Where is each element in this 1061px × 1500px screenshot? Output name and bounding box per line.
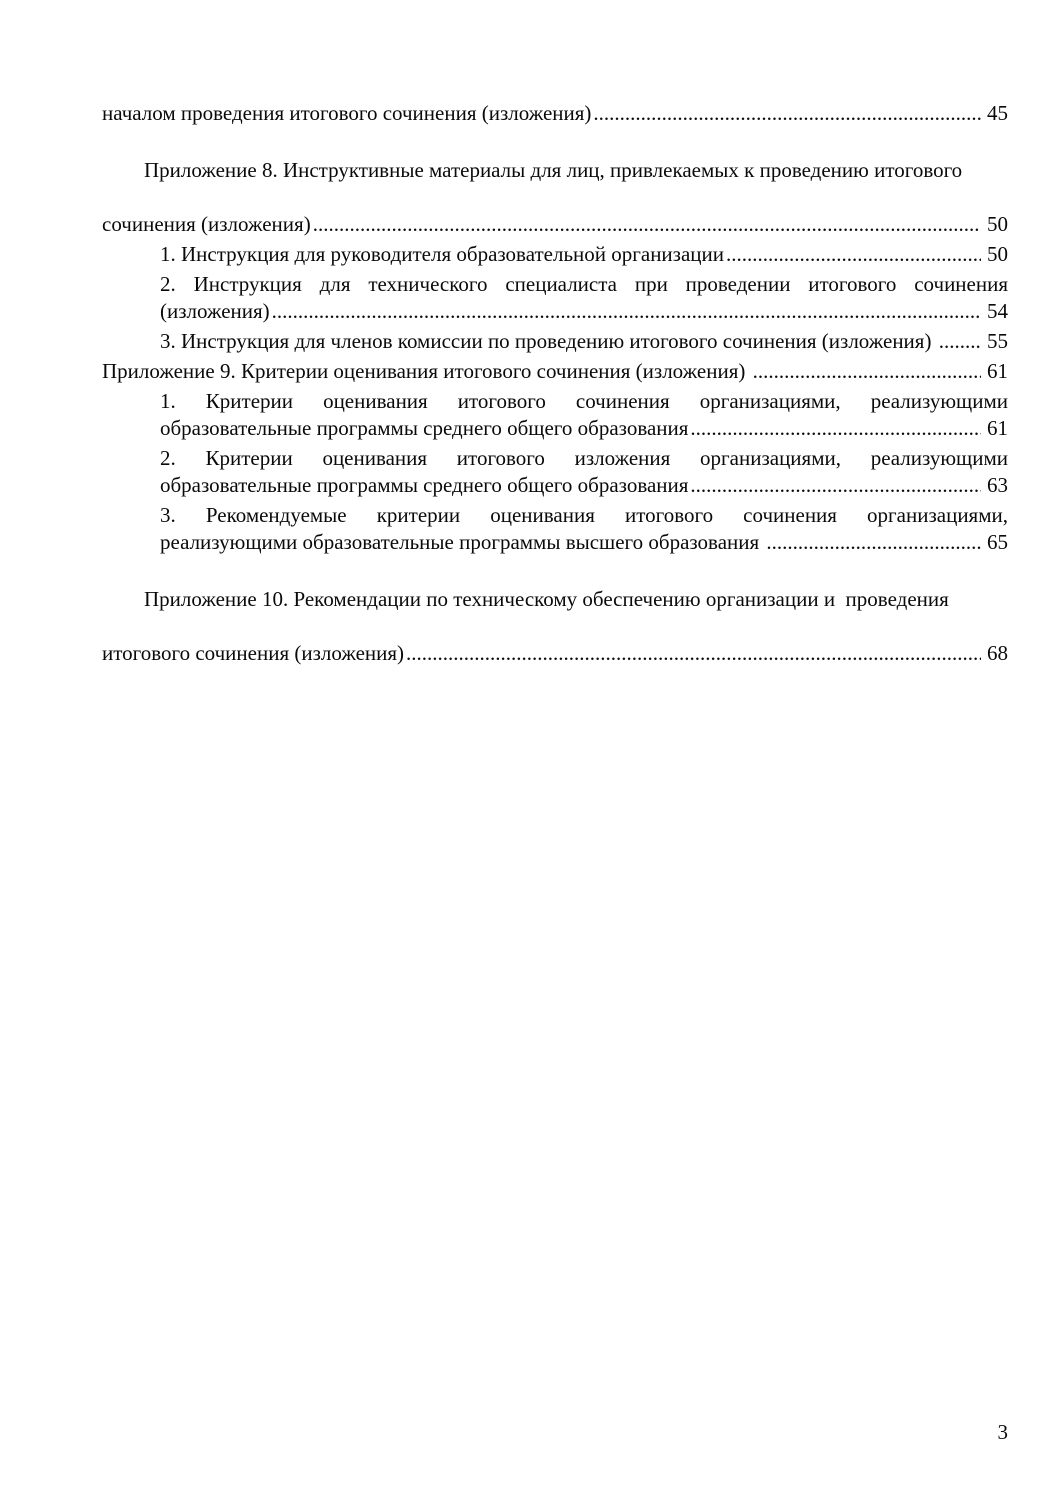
toc-page-ref: 54 <box>987 299 1008 323</box>
toc-page-ref: 55 <box>987 329 1008 353</box>
toc-line <box>102 130 1008 211</box>
dot-leader <box>939 328 981 355</box>
toc-entry-text: 3. Инструкция для членов комиссии по проведению итогового сочинения (изложения) <box>160 329 937 353</box>
dot-leader <box>272 298 981 325</box>
toc-line <box>160 271 1008 298</box>
toc-page-ref: 63 <box>987 473 1008 497</box>
toc-entry <box>102 559 1008 667</box>
toc-page-ref: 65 <box>987 530 1008 554</box>
toc-entry-text: сочинения (изложения) <box>102 212 311 236</box>
toc-page-ref: 61 <box>987 359 1008 383</box>
toc-entry <box>102 100 1008 127</box>
toc-entry <box>160 328 1008 355</box>
toc-entry <box>160 241 1008 268</box>
dot-leader <box>593 100 981 127</box>
table-of-contents <box>102 100 1008 667</box>
toc-line <box>160 502 1008 529</box>
dot-leader <box>313 211 981 238</box>
toc-line <box>102 211 1008 238</box>
toc-entry <box>160 388 1008 442</box>
dot-leader <box>690 415 981 442</box>
toc-line <box>160 415 1008 442</box>
dot-leader <box>406 640 981 667</box>
dot-leader <box>766 529 981 556</box>
toc-page-ref: 61 <box>987 416 1008 440</box>
toc-line <box>160 472 1008 499</box>
toc-line <box>102 100 1008 127</box>
toc-entry-text: образовательные программы среднего общего образования <box>160 416 689 440</box>
toc-entry-text: (изложения) <box>160 299 270 323</box>
toc-entry-text: началом проведения итогового сочинения (изложения) <box>102 101 592 125</box>
toc-line <box>102 358 1008 385</box>
toc-entry-text: 2. Инструкция для технического специалиста при проведении итогового сочинения <box>160 272 1008 296</box>
toc-entry-text: Приложение 10. Рекомендации по техническому обеспечению организации и проведения <box>144 587 949 611</box>
toc-entry-text: образовательные программы среднего общего образования <box>160 473 689 497</box>
toc-entry-text: Приложение 9. Критерии оценивания итогового сочинения (изложения) <box>102 359 751 383</box>
toc-line <box>160 241 1008 268</box>
toc-line <box>160 388 1008 415</box>
toc-entry-text: Приложение 8. Инструктивные материалы для лиц, привлекаемых к проведению итогового <box>144 158 963 182</box>
dot-leader <box>690 472 981 499</box>
toc-line <box>160 298 1008 325</box>
dot-leader <box>753 358 981 385</box>
toc-entry <box>102 130 1008 238</box>
dot-leader <box>726 241 981 268</box>
toc-page-ref: 45 <box>987 101 1008 125</box>
toc-line <box>160 445 1008 472</box>
toc-entry <box>160 502 1008 556</box>
toc-entry <box>102 358 1008 385</box>
toc-entry-text: итогового сочинения (изложения) <box>102 641 405 665</box>
toc-line <box>160 529 1008 556</box>
toc-page-ref: 50 <box>987 212 1008 236</box>
toc-entry-text: 2. Критерии оценивания итогового изложения организациями, реализующими <box>160 446 1008 470</box>
toc-entry <box>160 271 1008 325</box>
toc-line <box>160 328 1008 355</box>
toc-line <box>102 640 1008 667</box>
page-number: 3 <box>997 1420 1008 1444</box>
toc-page-ref: 68 <box>987 641 1008 665</box>
toc-entry-text: 3. Рекомендуемые критерии оценивания итогового сочинения организациями, <box>160 503 1008 527</box>
toc-entry-text: реализующими образовательные программы высшего образования <box>160 530 765 554</box>
toc-page-ref: 50 <box>987 242 1008 266</box>
toc-line <box>102 559 1008 640</box>
toc-entry <box>160 445 1008 499</box>
toc-entry-text: 1. Инструкция для руководителя образовательной организации <box>160 242 724 266</box>
toc-entry-text: 1. Критерии оценивания итогового сочинения организациями, реализующими <box>160 389 1008 413</box>
